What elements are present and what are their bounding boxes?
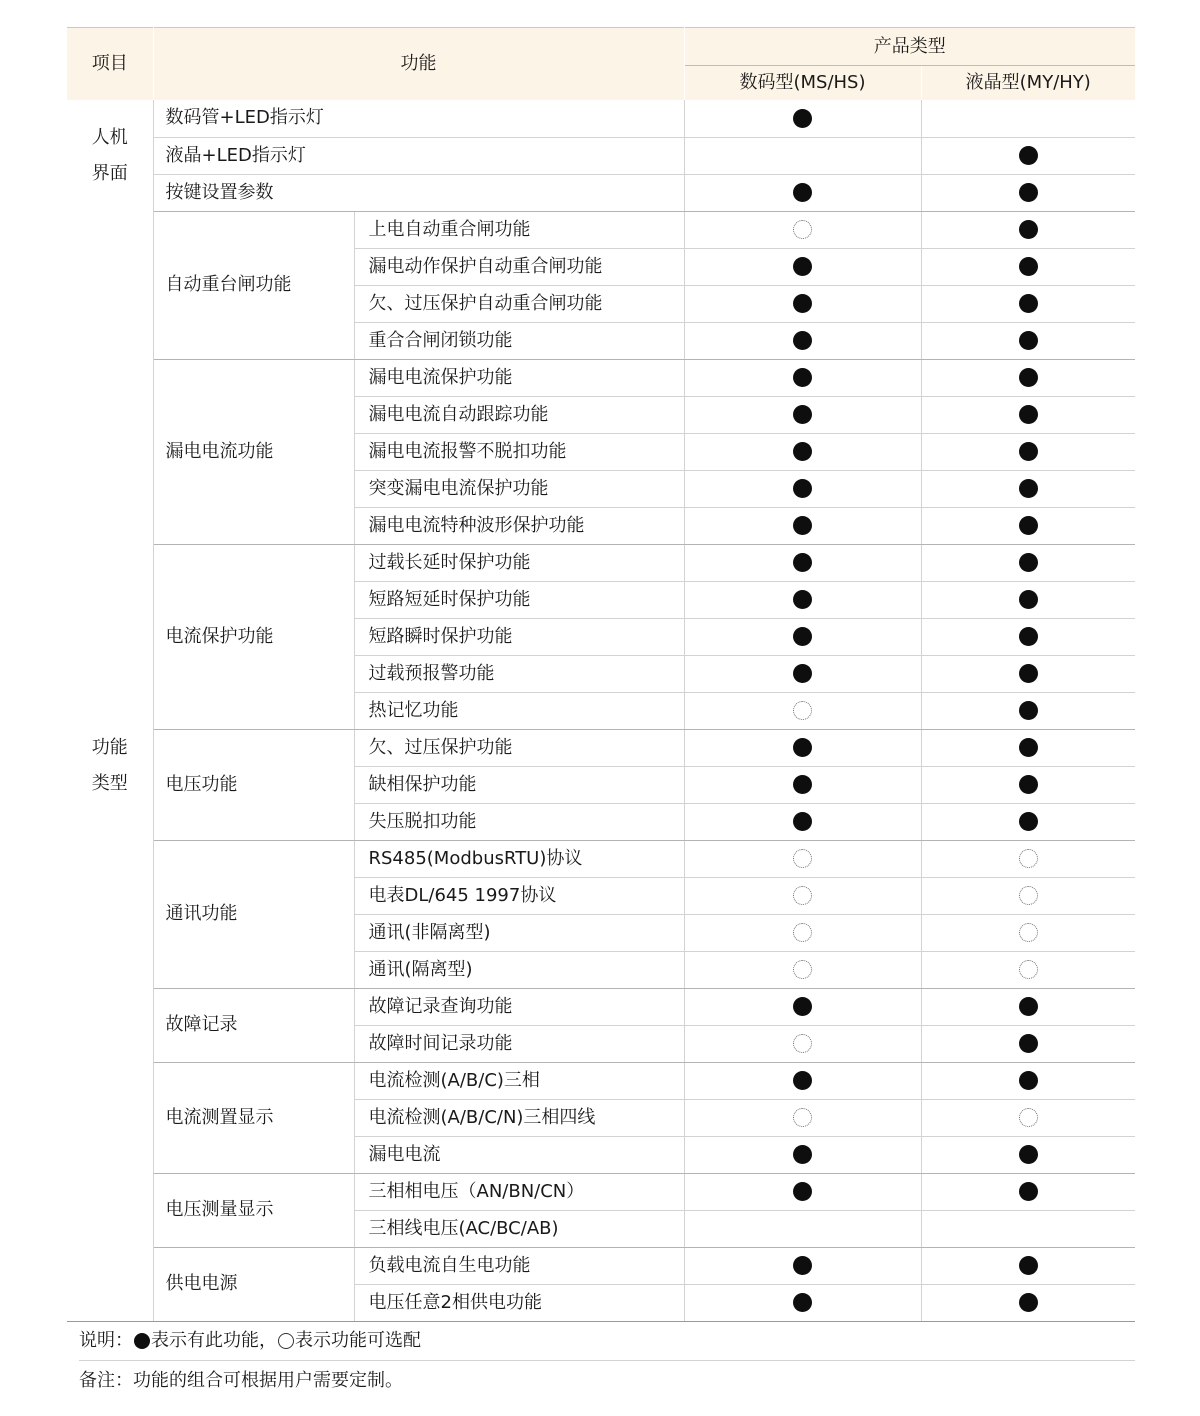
feature-label: 漏电电流保护功能 xyxy=(354,359,684,396)
filled-dot-icon xyxy=(793,775,812,794)
table-row xyxy=(67,100,1135,137)
category-label: 通讯功能 xyxy=(153,840,354,988)
feature-label: 故障时间记录功能 xyxy=(354,1025,684,1062)
legend-note xyxy=(79,1322,1135,1361)
mark-cell-my xyxy=(921,396,1135,433)
mark-cell-my xyxy=(921,655,1135,692)
filled-dot-icon xyxy=(1019,183,1038,202)
table-row xyxy=(67,544,1135,581)
feature-table xyxy=(67,27,1135,1322)
feature-label: 按键设置参数 xyxy=(153,174,684,211)
filled-dot-icon xyxy=(1019,1293,1038,1312)
mark-cell-my xyxy=(921,729,1135,766)
mark-cell-ms xyxy=(684,100,921,137)
mark-cell-my xyxy=(921,507,1135,544)
mark-cell-ms xyxy=(684,211,921,248)
filled-dot-icon xyxy=(793,1256,812,1275)
filled-dot-icon xyxy=(793,590,812,609)
filled-dot-icon xyxy=(793,553,812,572)
mark-cell-ms xyxy=(684,803,921,840)
mark-cell-ms xyxy=(684,1284,921,1321)
header-model-ms: 数码型(MS/HS) xyxy=(684,66,921,101)
mark-cell-ms xyxy=(684,951,921,988)
filled-dot-icon xyxy=(793,479,812,498)
mark-cell-ms xyxy=(684,544,921,581)
filled-dot-icon xyxy=(793,1071,812,1090)
feature-label: 欠、过压保护自动重合闸功能 xyxy=(354,285,684,322)
filled-dot-icon xyxy=(793,1182,812,1201)
table-body xyxy=(67,100,1135,1321)
feature-label: 数码管+LED指示灯 xyxy=(153,100,684,137)
mark-cell-my xyxy=(921,581,1135,618)
mark-cell-ms xyxy=(684,470,921,507)
mark-cell-my xyxy=(921,1173,1135,1210)
group-text: 人机界面 xyxy=(91,126,128,184)
table-row xyxy=(67,1173,1135,1210)
filled-dot-icon xyxy=(793,331,812,350)
table-row xyxy=(67,211,1135,248)
feature-label: 电流检测(A/B/C)三相 xyxy=(354,1062,684,1099)
mark-cell-my xyxy=(921,137,1135,174)
filled-dot-icon xyxy=(793,627,812,646)
category-label: 电流测置显示 xyxy=(153,1062,354,1173)
mark-cell-ms xyxy=(684,914,921,951)
table-row xyxy=(67,174,1135,211)
filled-dot-icon xyxy=(1019,405,1038,424)
feature-label: 突变漏电电流保护功能 xyxy=(354,470,684,507)
header-item: 项目 xyxy=(67,28,153,101)
filled-dot-icon xyxy=(793,405,812,424)
filled-dot-icon xyxy=(1019,1256,1038,1275)
filled-dot-icon xyxy=(1019,1182,1038,1201)
mark-cell-my xyxy=(921,100,1135,137)
mark-cell-ms xyxy=(684,285,921,322)
filled-dot-icon xyxy=(1019,442,1038,461)
category-label: 电压测量显示 xyxy=(153,1173,354,1247)
feature-label: 液晶+LED指示灯 xyxy=(153,137,684,174)
feature-label: 负载电流自生电功能 xyxy=(354,1247,684,1284)
mark-cell-my xyxy=(921,174,1135,211)
filled-dot-icon xyxy=(1019,1034,1038,1053)
mark-cell-ms xyxy=(684,1099,921,1136)
mark-cell-my xyxy=(921,1247,1135,1284)
mark-cell-ms xyxy=(684,1062,921,1099)
filled-dot-icon xyxy=(793,183,812,202)
open-circle-icon xyxy=(793,960,812,979)
open-circle-icon xyxy=(793,886,812,905)
group-label-hmi xyxy=(67,100,153,211)
remark-note: 备注：功能的组合可根据用户需要定制。 xyxy=(79,1369,403,1391)
feature-label: 过载长延时保护功能 xyxy=(354,544,684,581)
filled-dot-icon xyxy=(1019,331,1038,350)
filled-dot-icon xyxy=(793,257,812,276)
filled-dot-icon xyxy=(793,368,812,387)
table-row xyxy=(67,988,1135,1025)
mark-cell-my xyxy=(921,1136,1135,1173)
feature-label: 电表DL/645 1997协议 xyxy=(354,877,684,914)
feature-label: 重合合闸闭锁功能 xyxy=(354,322,684,359)
mark-cell-my xyxy=(921,877,1135,914)
table-row xyxy=(67,1247,1135,1284)
mark-cell-ms xyxy=(684,581,921,618)
mark-cell-ms xyxy=(684,507,921,544)
category-label: 电流保护功能 xyxy=(153,544,354,729)
filled-dot-icon xyxy=(793,812,812,831)
filled-dot-icon xyxy=(793,1145,812,1164)
mark-cell-my xyxy=(921,285,1135,322)
mark-cell-my xyxy=(921,951,1135,988)
category-label: 供电电源 xyxy=(153,1247,354,1321)
filled-dot-icon xyxy=(793,1293,812,1312)
legend-prefix: 说明： xyxy=(79,1329,133,1351)
open-circle-icon xyxy=(1019,960,1038,979)
table-row xyxy=(67,729,1135,766)
feature-label: 漏电动作保护自动重合闸功能 xyxy=(354,248,684,285)
filled-dot-icon xyxy=(1019,1071,1038,1090)
category-label: 自动重台闸功能 xyxy=(153,211,354,359)
feature-label: 通讯(非隔离型) xyxy=(354,914,684,951)
mark-cell-ms xyxy=(684,655,921,692)
filled-dot-icon xyxy=(1019,368,1038,387)
open-circle-icon xyxy=(1019,923,1038,942)
filled-dot-icon xyxy=(793,664,812,683)
feature-label: 通讯(隔离型) xyxy=(354,951,684,988)
mark-cell-my xyxy=(921,544,1135,581)
filled-dot-icon xyxy=(1019,664,1038,683)
table-row xyxy=(67,1062,1135,1099)
mark-cell-my xyxy=(921,618,1135,655)
table-row xyxy=(67,137,1135,174)
mark-cell-my xyxy=(921,1210,1135,1247)
filled-dot-icon xyxy=(1019,627,1038,646)
open-circle-icon xyxy=(1019,886,1038,905)
feature-label: 上电自动重合闸功能 xyxy=(354,211,684,248)
table-row xyxy=(67,359,1135,396)
filled-dot-icon xyxy=(1019,220,1038,239)
filled-dot-icon xyxy=(1019,553,1038,572)
feature-label: 漏电电流报警不脱扣功能 xyxy=(354,433,684,470)
mark-cell-my xyxy=(921,1099,1135,1136)
open-circle-icon xyxy=(793,701,812,720)
mark-cell-ms xyxy=(684,1247,921,1284)
feature-label: 短路短延时保护功能 xyxy=(354,581,684,618)
header-function: 功能 xyxy=(153,28,684,101)
feature-label: 过载预报警功能 xyxy=(354,655,684,692)
mark-cell-my xyxy=(921,766,1135,803)
open-circle-icon xyxy=(1019,1108,1038,1127)
open-circle-icon xyxy=(793,220,812,239)
feature-label: 漏电电流 xyxy=(354,1136,684,1173)
feature-label: 失压脱扣功能 xyxy=(354,803,684,840)
feature-label: 电流检测(A/B/C/N)三相四线 xyxy=(354,1099,684,1136)
filled-dot-icon xyxy=(1019,775,1038,794)
feature-label: 漏电电流自动跟踪功能 xyxy=(354,396,684,433)
mark-cell-ms xyxy=(684,840,921,877)
feature-label: 热记忆功能 xyxy=(354,692,684,729)
category-label: 电压功能 xyxy=(153,729,354,840)
feature-label: 短路瞬时保护功能 xyxy=(354,618,684,655)
filled-dot-icon xyxy=(1019,590,1038,609)
feature-label: 电压任意2相供电功能 xyxy=(354,1284,684,1321)
mark-cell-my xyxy=(921,692,1135,729)
filled-dot-icon xyxy=(1019,257,1038,276)
feature-table-container xyxy=(67,27,1135,1401)
filled-dot-icon xyxy=(1019,479,1038,498)
feature-label: 三相线电压(AC/BC/AB) xyxy=(354,1210,684,1247)
legend-dot-text: 表示有此功能， xyxy=(151,1329,277,1351)
feature-label: 三相相电压（AN/BN/CN） xyxy=(354,1173,684,1210)
category-label: 漏电电流功能 xyxy=(153,359,354,544)
mark-cell-my xyxy=(921,803,1135,840)
mark-cell-my xyxy=(921,211,1135,248)
mark-cell-my xyxy=(921,359,1135,396)
open-circle-icon xyxy=(793,849,812,868)
mark-cell-my xyxy=(921,1284,1135,1321)
open-circle-icon xyxy=(793,1108,812,1127)
mark-cell-ms xyxy=(684,396,921,433)
filled-dot-icon xyxy=(1019,701,1038,720)
filled-dot-icon xyxy=(1019,1145,1038,1164)
group-label-function-type xyxy=(67,211,153,1321)
table-row xyxy=(67,840,1135,877)
filled-dot-icon xyxy=(1019,812,1038,831)
open-circle-icon xyxy=(1019,849,1038,868)
open-circle-icon xyxy=(793,1034,812,1053)
filled-dot-icon xyxy=(1019,997,1038,1016)
filled-dot-icon xyxy=(793,997,812,1016)
mark-cell-my xyxy=(921,914,1135,951)
table-header xyxy=(67,28,1135,101)
filled-dot-icon xyxy=(793,738,812,757)
mark-cell-ms xyxy=(684,729,921,766)
open-circle-icon xyxy=(278,1333,294,1349)
mark-cell-ms xyxy=(684,618,921,655)
filled-dot-icon xyxy=(793,294,812,313)
mark-cell-ms xyxy=(684,322,921,359)
mark-cell-my xyxy=(921,1062,1135,1099)
category-label: 故障记录 xyxy=(153,988,354,1062)
feature-label: 故障记录查询功能 xyxy=(354,988,684,1025)
open-circle-icon xyxy=(793,923,812,942)
mark-cell-my xyxy=(921,433,1135,470)
mark-cell-ms xyxy=(684,988,921,1025)
mark-cell-ms xyxy=(684,359,921,396)
filled-dot-icon xyxy=(793,442,812,461)
feature-label: 缺相保护功能 xyxy=(354,766,684,803)
group-text: 功能类型 xyxy=(91,736,128,794)
legend-ring-text: 表示功能可选配 xyxy=(295,1329,421,1351)
mark-cell-my xyxy=(921,322,1135,359)
mark-cell-my xyxy=(921,248,1135,285)
mark-cell-ms xyxy=(684,766,921,803)
mark-cell-ms xyxy=(684,1173,921,1210)
filled-dot-icon xyxy=(134,1333,150,1349)
feature-label: 漏电电流特种波形保护功能 xyxy=(354,507,684,544)
filled-dot-icon xyxy=(793,516,812,535)
filled-dot-icon xyxy=(793,109,812,128)
mark-cell-ms xyxy=(684,1136,921,1173)
mark-cell-my xyxy=(921,1025,1135,1062)
mark-cell-ms xyxy=(684,433,921,470)
feature-label: RS485(ModbusRTU)协议 xyxy=(354,840,684,877)
filled-dot-icon xyxy=(1019,146,1038,165)
mark-cell-ms xyxy=(684,174,921,211)
mark-cell-ms xyxy=(684,1210,921,1247)
filled-dot-icon xyxy=(1019,516,1038,535)
mark-cell-my xyxy=(921,988,1135,1025)
mark-cell-ms xyxy=(684,248,921,285)
mark-cell-ms xyxy=(684,1025,921,1062)
header-model-my: 液晶型(MY/HY) xyxy=(921,66,1135,101)
mark-cell-ms xyxy=(684,692,921,729)
notes xyxy=(67,1322,1135,1401)
header-product-type: 产品类型 xyxy=(684,28,1135,66)
filled-dot-icon xyxy=(1019,294,1038,313)
mark-cell-ms xyxy=(684,137,921,174)
mark-cell-my xyxy=(921,470,1135,507)
mark-cell-my xyxy=(921,840,1135,877)
filled-dot-icon xyxy=(1019,738,1038,757)
feature-label: 欠、过压保护功能 xyxy=(354,729,684,766)
mark-cell-ms xyxy=(684,877,921,914)
